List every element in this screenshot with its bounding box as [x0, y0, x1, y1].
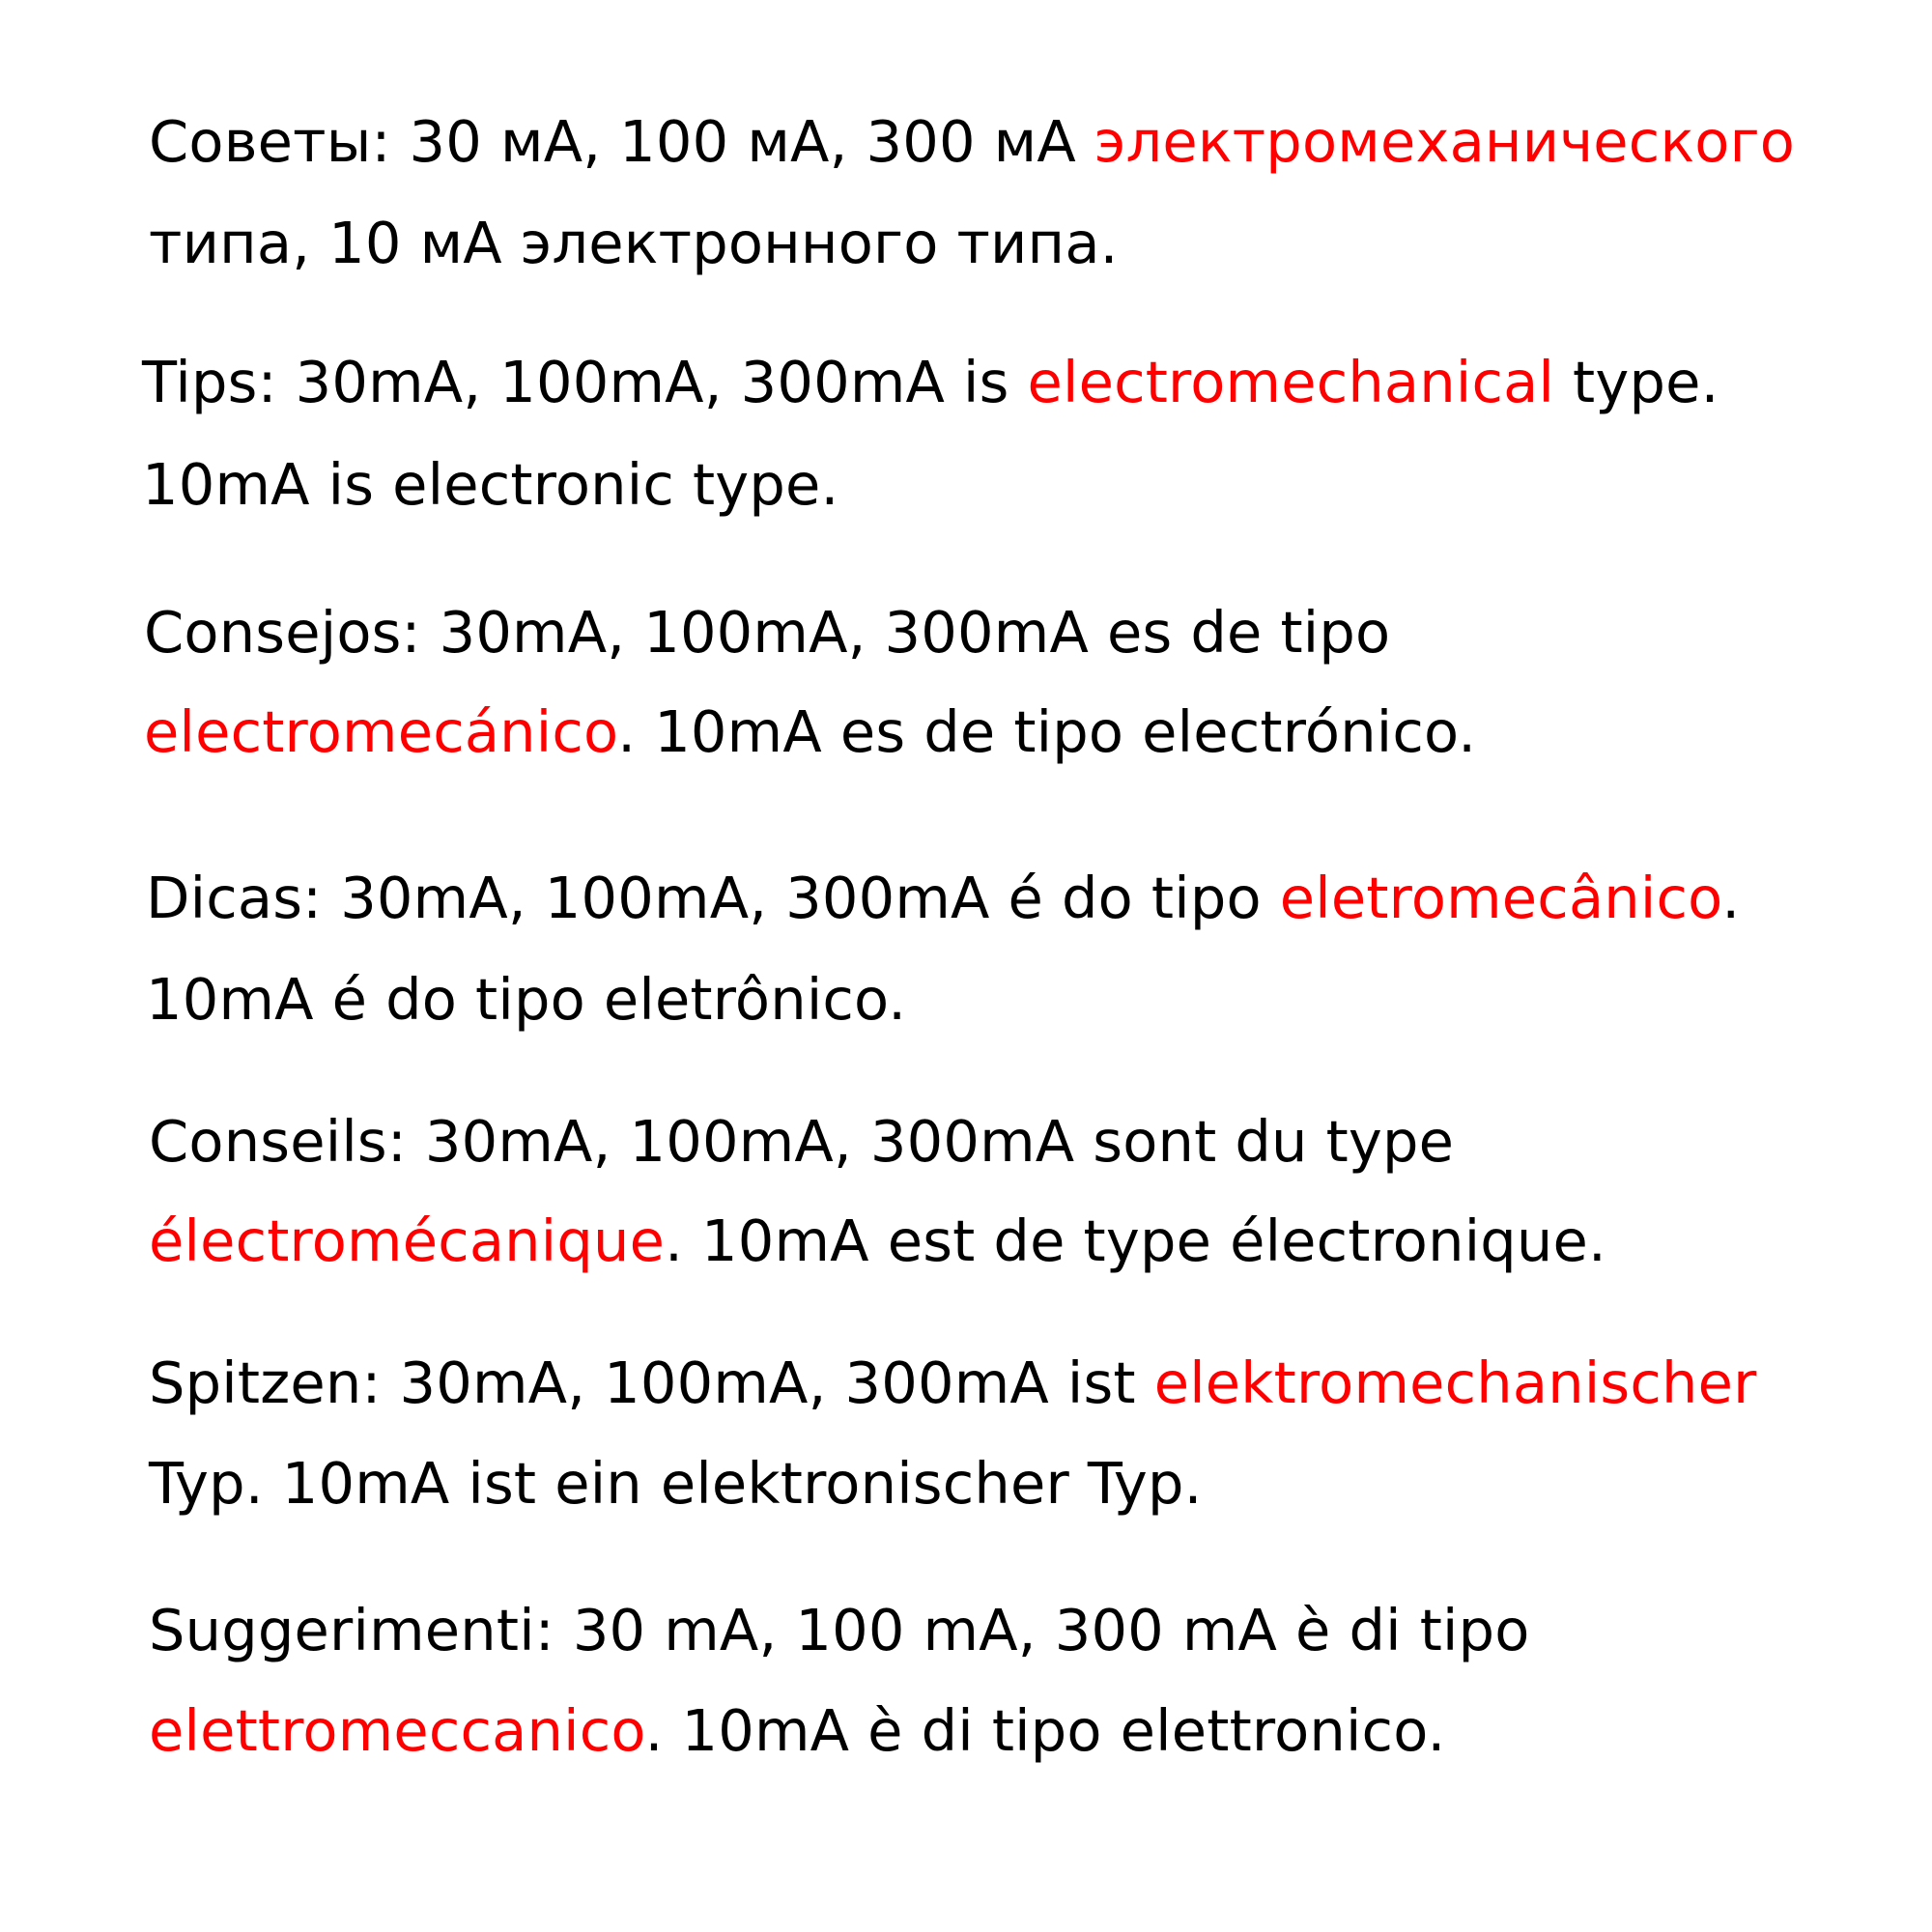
tip-text: Typ. 10mA ist ein elektronischer Typ. [149, 1450, 1203, 1517]
tip-text: 10mA é do tipo eletrônico. [146, 966, 907, 1033]
tip-line [149, 1208, 1606, 1274]
tip-text: Dicas: 30mA, 100mA, 300mA é do tipo [146, 865, 1280, 931]
highlighted-term: электромеханического [1094, 108, 1796, 175]
tip-text: 10mA is electronic type. [142, 451, 839, 518]
tip-text: . 10mA es de tipo electrónico. [617, 698, 1477, 765]
highlighted-term: eletromecânico [1279, 865, 1722, 931]
tip-line [149, 1108, 1455, 1175]
tip-text: Suggerimenti: 30 mA, 100 mA, 300 mA è di tipo [149, 1597, 1530, 1663]
tip-line [149, 210, 1119, 276]
tip-line [146, 966, 907, 1033]
tip-line [149, 108, 1796, 175]
tip-line [149, 1450, 1203, 1517]
highlighted-term: electromecánico [144, 698, 618, 765]
tip-text: Tips: 30mA, 100mA, 300mA is [142, 349, 1028, 415]
tip-line [142, 451, 839, 518]
tip-text: Советы: 30 мА, 100 мА, 300 мА [149, 108, 1094, 175]
tip-line [149, 1697, 1446, 1764]
tip-line [146, 865, 1741, 931]
tip-text: типа, 10 мА электронного типа. [149, 210, 1119, 276]
tip-line [144, 599, 1391, 666]
tip-text: Consejos: 30mA, 100mA, 300mA es de tipo [144, 599, 1391, 666]
tip-text: . [1721, 865, 1741, 931]
tip-text: Spitzen: 30mA, 100mA, 300mA ist [149, 1350, 1154, 1416]
tip-line [149, 1350, 1757, 1416]
tip-line [149, 1597, 1530, 1663]
tip-text: Conseils: 30mA, 100mA, 300mA sont du type [149, 1108, 1455, 1175]
tip-text: . 10mA est de type électronique. [665, 1208, 1606, 1274]
highlighted-term: electromechanical [1027, 349, 1555, 415]
tip-text: . 10mA è di tipo elettronico. [644, 1697, 1446, 1764]
highlighted-term: elettromeccanico [149, 1697, 645, 1764]
highlighted-term: électromécanique [149, 1208, 666, 1274]
highlighted-term: elektromechanischer [1153, 1350, 1757, 1416]
tip-text: type. [1554, 349, 1719, 415]
tip-line [144, 698, 1477, 765]
tip-line [142, 349, 1719, 415]
